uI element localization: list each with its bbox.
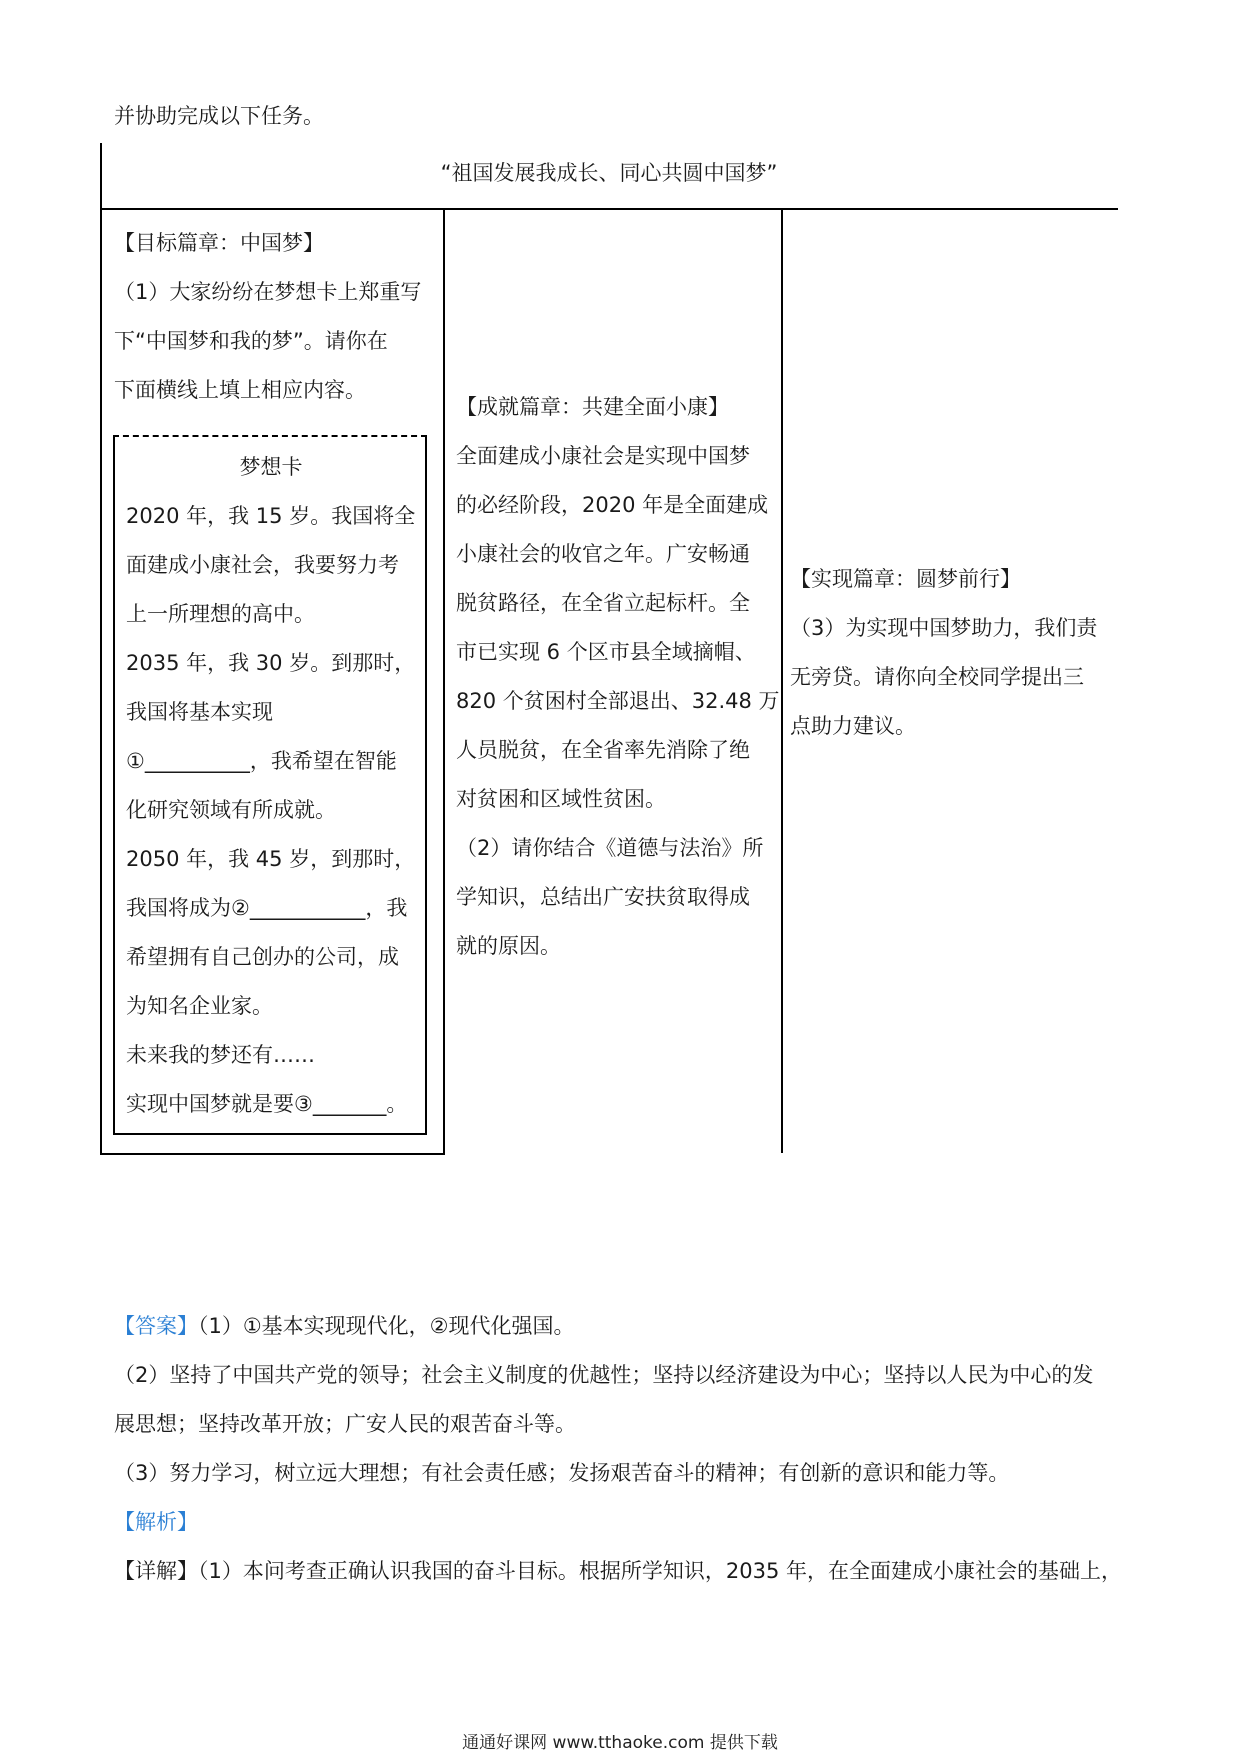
dream-card-line: 希望拥有自己创办的公司，成 [126,945,399,969]
dream-card-line: 未来我的梦还有…… [126,1043,315,1067]
table-header-divider [100,208,1118,210]
answer-line-2: （2）坚持了中国共产党的领导；社会主义制度的优越性；坚持以经济建设为中心；坚持以人民为中心的发 [114,1363,1094,1387]
analysis-label: 【解析】 [114,1510,198,1534]
dream-card-line: 实现中国梦就是要③_______。 [126,1092,408,1116]
dream-card-line: 面建成小康社会，我要努力考 [126,553,399,577]
realization-line: 无旁贷。请你向全校同学提出三 [790,665,1084,689]
dream-card-line: 为知名企业家。 [126,994,273,1018]
achievement-line: 全面建成小康社会是实现中国梦 [456,444,750,468]
dream-card-line: 2020 年，我 15 岁。我国将全 [126,504,416,528]
intro-text: 并协助完成以下任务。 [114,104,324,128]
footer-text: 通通好课网 www.tthaoke.com 提供下载 [462,1733,778,1753]
dream-card-line: 我国将基本实现 [126,700,273,724]
achievement-line: 就的原因。 [456,934,561,958]
dream-card-line: 化研究领域有所成就。 [126,798,336,822]
achievement-line: 人员脱贫，在全省率先消除了绝 [456,738,750,762]
detail-text: （1）本问考查正确认识我国的奋斗目标。根据所学知识，2035 年，在全面建成小康社会的基础上， [198,1559,1122,1583]
goal-heading: 【目标篇章：中国梦】 [114,231,324,255]
column-achievement [456,383,780,971]
answer-line-1 [114,1302,1122,1351]
dream-card-line: ①__________，我希望在智能 [126,749,397,773]
realization-heading: 【实现篇章：圆梦前行】 [790,567,1021,591]
realization-line: 点助力建议。 [790,714,916,738]
dream-card-line: 2035 年，我 30 岁。到那时， [126,651,416,675]
column-divider-2 [781,208,783,1153]
table-bottom-border [100,1153,445,1155]
answer-section [114,1302,1122,1596]
achievement-line: （2）请你结合《道德与法治》所 [456,836,764,860]
achievement-line: 学知识，总结出广安扶贫取得成 [456,885,750,909]
answer-line-3: 展思想；坚持改革开放；广安人民的艰苦奋斗等。 [114,1412,576,1436]
answer-label: 【答案】 [114,1314,198,1338]
dream-card-line: 我国将成为②___________，我 [126,896,408,920]
goal-line: （1）大家纷纷在梦想卡上郑重写 [114,280,422,304]
goal-line: 下“中国梦和我的梦”。请你在 [114,329,388,353]
column-divider-1 [443,208,445,1155]
achievement-line: 对贫困和区域性贫困。 [456,787,666,811]
achievement-line: 小康社会的收官之年。广安畅通 [456,542,750,566]
dream-card-line: 2050 年，我 45 岁，到那时， [126,847,416,871]
achievement-line: 市已实现 6 个区市县全域摘帽、 [456,640,756,664]
column-goal [114,219,421,415]
answer-text: （1）①基本实现现代化，②现代化强国。 [198,1314,575,1338]
answer-line-4: （3）努力学习，树立远大理想；有社会责任感；发扬艰苦奋斗的精神；有创新的意识和能力等。 [114,1461,1010,1485]
achievement-line: 的必经阶段，2020 年是全面建成 [456,493,769,517]
realization-line: （3）为实现中国梦助力，我们责 [790,616,1098,640]
column-realization [790,555,1097,751]
goal-line: 下面横线上填上相应内容。 [114,378,366,402]
achievement-heading: 【成就篇章：共建全面小康】 [456,395,729,419]
achievement-line: 820 个贫困村全部退出、32.48 万 [456,689,780,713]
detail-label: 【详解】 [114,1559,198,1583]
dream-card-title: 梦想卡 [239,455,303,479]
achievement-line: 脱贫路径，在全省立起标杆。全 [456,591,750,615]
dream-card-line: 上一所理想的高中。 [126,602,315,626]
detail-line [114,1547,1122,1596]
dream-card-content [126,443,416,1129]
table-title: “祖国发展我成长、同心共圆中国梦” [440,161,778,185]
table-left-border [100,143,102,1155]
